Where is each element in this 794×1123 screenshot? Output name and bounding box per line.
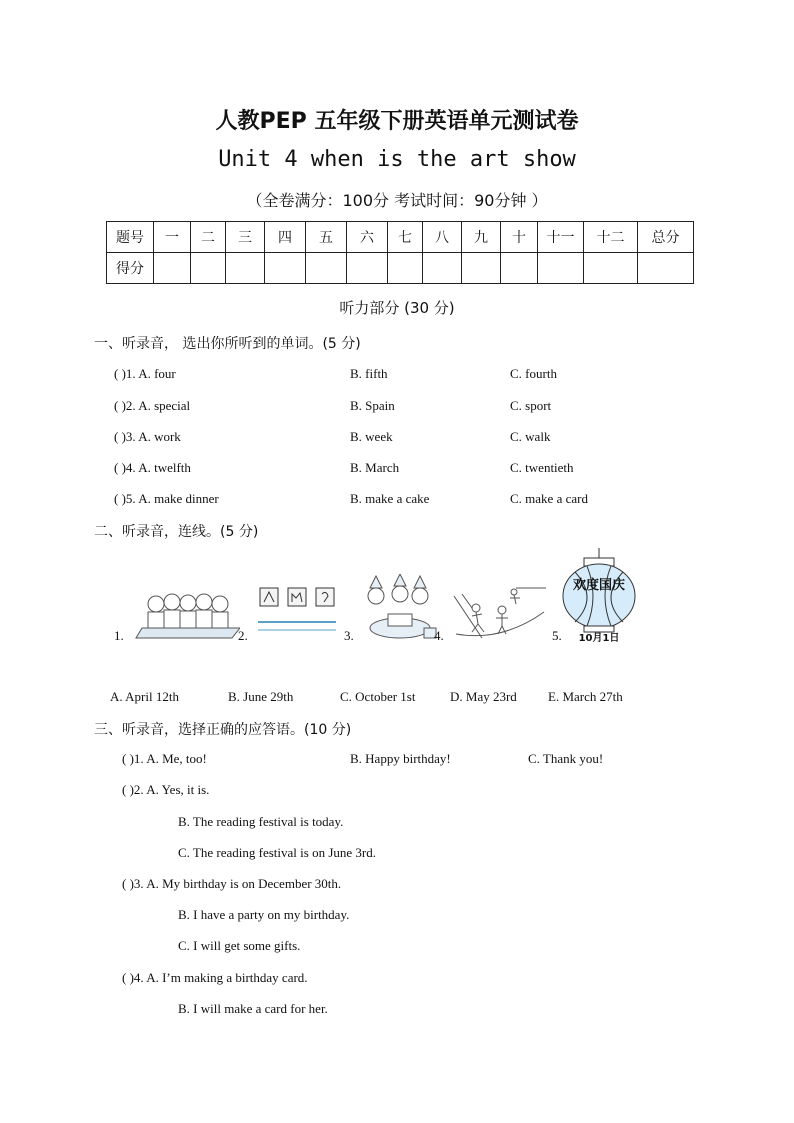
- question-text: ( )4. A. twelfth: [114, 460, 191, 475]
- students-picture: [128, 590, 240, 642]
- table-cell: 九: [462, 222, 501, 253]
- option-c: C. make a card: [510, 491, 588, 506]
- question-text: ( )1. A. Me, too!: [122, 751, 207, 766]
- score-table-score-row: [107, 253, 694, 284]
- option-b: B. I will make a card for her.: [178, 1001, 328, 1016]
- option-c: C. fourth: [510, 366, 557, 381]
- table-cell: 七: [388, 222, 423, 253]
- question-text: ( )5. A. make dinner: [114, 491, 219, 506]
- table-cell: 三: [226, 222, 265, 253]
- score-input-cell[interactable]: [501, 253, 538, 284]
- score-input-cell[interactable]: [347, 253, 388, 284]
- option-c: C. twentieth: [510, 460, 574, 475]
- unit-subtitle: Unit 4 when is the art show: [218, 147, 576, 172]
- score-table-header-row: [107, 222, 694, 253]
- date-option: C. October 1st: [340, 689, 416, 704]
- option-c: C. walk: [510, 429, 551, 444]
- exam-info: （全卷满分：100分 考试时间：90分钟 ）: [246, 191, 548, 210]
- table-cell: 十: [501, 222, 538, 253]
- score-input-cell[interactable]: [265, 253, 306, 284]
- option-b: B. I have a party on my birthday.: [178, 907, 350, 922]
- date-option: B. June 29th: [228, 689, 294, 704]
- option-b: B. March: [350, 460, 400, 475]
- section1-heading: 一、听录音， 选出你所听到的单词。(5 分): [94, 336, 361, 352]
- picture-number: 5.: [552, 628, 562, 643]
- score-input-cell[interactable]: [306, 253, 347, 284]
- score-input-cell[interactable]: [462, 253, 501, 284]
- option-b: B. fifth: [350, 366, 388, 381]
- score-input-cell[interactable]: [226, 253, 265, 284]
- question-text: ( )2. A. special: [114, 398, 191, 413]
- score-input-cell[interactable]: [538, 253, 584, 284]
- question-text: ( )1. A. four: [114, 366, 176, 381]
- score-input-cell[interactable]: [154, 253, 191, 284]
- table-cell: 四: [265, 222, 306, 253]
- date-option: A. April 12th: [110, 689, 179, 704]
- option-b: B. week: [350, 429, 393, 444]
- picture-number: 1.: [114, 628, 124, 643]
- table-cell: 六: [347, 222, 388, 253]
- table-cell: 十一: [538, 222, 584, 253]
- option-b: B. make a cake: [350, 491, 430, 506]
- table-cell: 得分: [107, 253, 154, 284]
- score-input-cell[interactable]: [584, 253, 638, 284]
- option-c: C. The reading festival is on June 3rd.: [178, 845, 376, 860]
- date-option: D. May 23rd: [450, 689, 517, 704]
- score-table: [106, 221, 694, 284]
- option-b: B. Spain: [350, 398, 395, 413]
- question-text: ( )2. A. Yes, it is.: [122, 782, 210, 797]
- question-text: ( )3. A. My birthday is on December 30th.: [122, 876, 342, 891]
- page-title: 人教PEP 五年级下册英语单元测试卷: [215, 109, 579, 134]
- date-option: E. March 27th: [548, 689, 623, 704]
- table-cell: 题号: [107, 222, 154, 253]
- section3-heading: 三、听录音，选择正确的应答语。(10 分): [94, 722, 352, 738]
- question-text: ( )4. A. I’m making a birthday card.: [122, 970, 308, 985]
- score-input-cell[interactable]: [423, 253, 462, 284]
- score-input-cell[interactable]: [191, 253, 226, 284]
- score-input-cell[interactable]: [388, 253, 423, 284]
- option-c: C. sport: [510, 398, 552, 413]
- table-cell: 十二: [584, 222, 638, 253]
- lantern-date: 10月1日: [578, 633, 620, 644]
- art-show-picture: [256, 584, 338, 640]
- score-input-cell[interactable]: [638, 253, 694, 284]
- section2-heading: 二、听录音，连线。(5 分): [94, 524, 259, 540]
- question-text: ( )3. A. work: [114, 429, 181, 444]
- table-cell: 二: [191, 222, 226, 253]
- picture-number: 3.: [344, 628, 354, 643]
- option-b: B. Happy birthday!: [350, 751, 451, 766]
- option-c: C. Thank you!: [528, 751, 604, 766]
- lantern-caption: 欢度国庆: [572, 578, 625, 593]
- sports-picture: [452, 584, 548, 642]
- picture-number: 2.: [238, 628, 248, 643]
- picture-number: 4.: [434, 628, 444, 643]
- table-cell: 总分: [638, 222, 694, 253]
- option-b: B. The reading festival is today.: [178, 814, 344, 829]
- table-cell: 八: [423, 222, 462, 253]
- table-cell: 五: [306, 222, 347, 253]
- table-cell: 一: [154, 222, 191, 253]
- birthday-party-picture: [354, 574, 446, 642]
- option-c: C. I will get some gifts.: [178, 938, 301, 953]
- listening-section-header: 听力部分 (30 分): [339, 299, 455, 317]
